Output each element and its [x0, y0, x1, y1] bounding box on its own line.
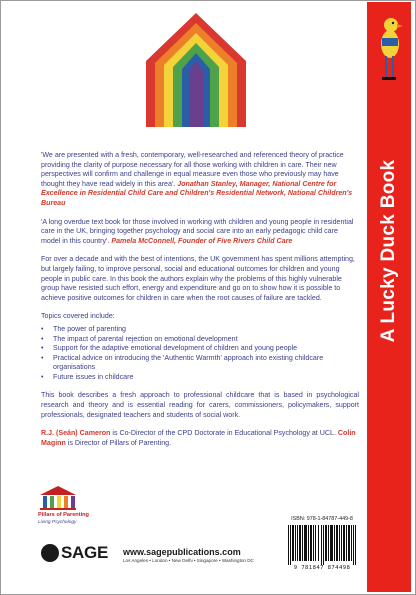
duck-icon [375, 10, 403, 90]
barcode-bars-icon [288, 525, 356, 565]
topic-item: • Future issues in childcare [41, 373, 359, 383]
publisher-block [41, 542, 254, 572]
rainbow-house-image [136, 9, 256, 129]
quote-2-text: 'A long overdue text book for those involved in working with children and young people in residential care in the UK, bringing together psychology and social care into an early pedagogic child care model in this country'. [41, 217, 354, 245]
publisher-cities: Los Angeles • London • New Delhi • Singapore • Washington DC [123, 558, 254, 563]
intro-paragraph: For over a decade and with the best of intentions, the UK government has spent millions attempting, but largely failing, to improve personal, social and educational outcomes for children and young people in public care. In this book the authors explain why the problems of this highly vulnerable group have resisted such effort, energy and expenditure and go on to show how it is possible to achieve positive outcomes for children in care when the root causes of failure are tackled. [41, 255, 355, 302]
pillars-of-parenting-logo [38, 485, 118, 529]
author-1-name: R.J. (Seán) Cameron [41, 429, 111, 438]
spine-band [367, 2, 411, 592]
topics-heading: Topics covered include: [41, 312, 115, 321]
quote-1-attribution: Jonathan Stanley, Manager, National Centre for Excellence in Residential Child Care and Children's Residential Network, National Children's Bureau [41, 179, 353, 207]
author-1-bio: is Co-Director of the CPD Doctorate in Educational Psychology at UCL. [110, 429, 338, 438]
pillars-icon [38, 485, 78, 511]
barcode-number: 9 781847 874498 [293, 565, 351, 571]
authors-paragraph [41, 429, 359, 448]
quote-1-text: 'We are presented with a fresh, contemporary, well-researched and referenced theory of practice providing the clarity of purpose necessary for all those working with children in care. Their new perspectives will confirm and challenge in equal measure even those who previously may have thought they have read widely in this area'. [41, 151, 344, 188]
sage-logo-icon [41, 544, 59, 562]
quote-1 [41, 151, 359, 209]
topic-item: • Support for the adaptive emotional development of children and young people [41, 344, 359, 354]
topic-item: • The impact of parental rejection on emotional development [41, 335, 359, 345]
topics-list [41, 325, 359, 383]
author-2-name: Colin Maginn [41, 429, 356, 447]
spine-title: A Lucky Duck Book [378, 159, 399, 343]
author-2-bio: is Director of Pillars of Parenting. [65, 438, 172, 447]
isbn-label: ISBN: 978-1-84787-449-8 [291, 516, 353, 522]
topic-item: • The power of parenting [41, 325, 359, 335]
pillars-tagline: Living Psychology [38, 520, 77, 525]
quote-2-attribution: Pamela McConnell, Founder of Five Rivers Child Care [111, 236, 293, 245]
pillars-name: Pillars of Parenting [38, 512, 89, 518]
sage-logo: SAGE [61, 543, 108, 562]
cover-text [41, 151, 359, 457]
barcode [285, 516, 359, 576]
description-paragraph: This book describes a fresh approach to professional childcare that is based in psychological research and theory and is essential reading for carers, commissioners, policymakers, support professionals, designated teachers and students of social work. [41, 391, 359, 419]
quote-2 [41, 218, 359, 247]
publisher-url[interactable]: www.sagepublications.com [123, 547, 241, 557]
topic-item: • Practical advice on introducing the 'Authentic Warmth' approach into existing childcare organisations [41, 354, 359, 373]
